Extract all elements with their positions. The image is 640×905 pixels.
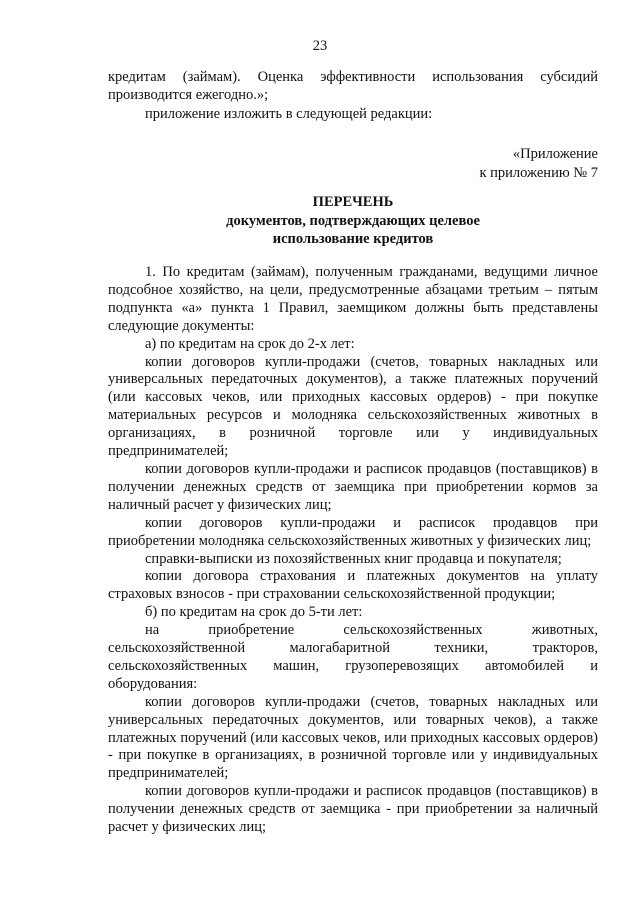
paragraph-4: копии договоров купли-продажи и расписок продавцов (поставщиков) в получении денежных средств от заемщика при приобретении кормов за наличный расчет у физических лиц; [108, 460, 598, 513]
intro-line-1: кредитам (займам). Оценка эффективности использования субсидий [108, 69, 598, 85]
appendix-line-2: к приложению № 7 [479, 165, 598, 181]
appendix-reference [479, 145, 598, 183]
paragraph-11: копии договоров купли-продажи и расписок продавцов (поставщиков) в получении денежных средств от заемщика - при приобретении за наличный расчет у физических лиц; [108, 783, 598, 836]
title-line-1: ПЕРЕЧЕНЬ [312, 194, 394, 210]
intro-line-2: производится ежегодно.»; [108, 86, 269, 103]
paragraph-10: копии договоров купли-продажи (счетов, товарных накладных или универсальных передаточных документов, или товарных чеков), а также платежных поручений (или кассовых чеков, или приходных кассовых ордеров) - при покупке в организациях, в розничной торговле или у индивидуальных предпринимателей; [108, 693, 598, 782]
title-line-2: документов, подтверждающих целевое [226, 212, 480, 229]
paragraph-9: на приобретение сельскохозяйственных животных, сельскохозяйственной малогабаритной техники, тракторов, сельскохозяйственных машин, грузоперевозящих автомобилей и оборудования: [108, 622, 598, 692]
paragraph-2: а) по кредитам на срок до 2-х лет: [145, 335, 355, 352]
page-number: 23 [312, 38, 328, 54]
paragraph-5: копии договоров купли-продажи и расписок продавцов при приобретении молодняка сельскохозяйственных животных у физических лиц; [108, 514, 598, 549]
paragraph-8: б) по кредитам на срок до 5-ти лет: [145, 604, 363, 621]
paragraph-7: копии договора страхования и платежных документов на уплату страховых взносов - при страховании сельскохозяйственной продукции; [108, 568, 598, 603]
title-line-3: использование кредитов [272, 231, 434, 247]
document-title [108, 193, 598, 249]
intro-line-3: приложение изложить в следующей редакции: [145, 105, 433, 122]
paragraph-1: 1. По кредитам (займам), полученным гражданами, ведущими личное подсобное хозяйство, на цели, предусмотренные абзацами третьим – пятым подпункта «а» пункта 1 Правил, заемщиком должны быть представлены следующие документы: [108, 264, 598, 334]
appendix-line-1: «Приложение [512, 146, 598, 162]
paragraph-6: справки-выписки из похозяйственных книг продавца и покупателя; [145, 550, 562, 567]
intro-block [108, 69, 598, 124]
body-text [108, 264, 598, 837]
paragraph-3: копии договоров купли-продажи (счетов, товарных накладных или универсальных передаточных документов), а также платежных поручений (или кассовых чеков, или приходных кассовых ордеров) - при покупке материальных ресурсов и молодняка сельскохозяйственных животных в организациях, в розничной торговле или у индивидуальных предпринимателей; [108, 353, 598, 460]
